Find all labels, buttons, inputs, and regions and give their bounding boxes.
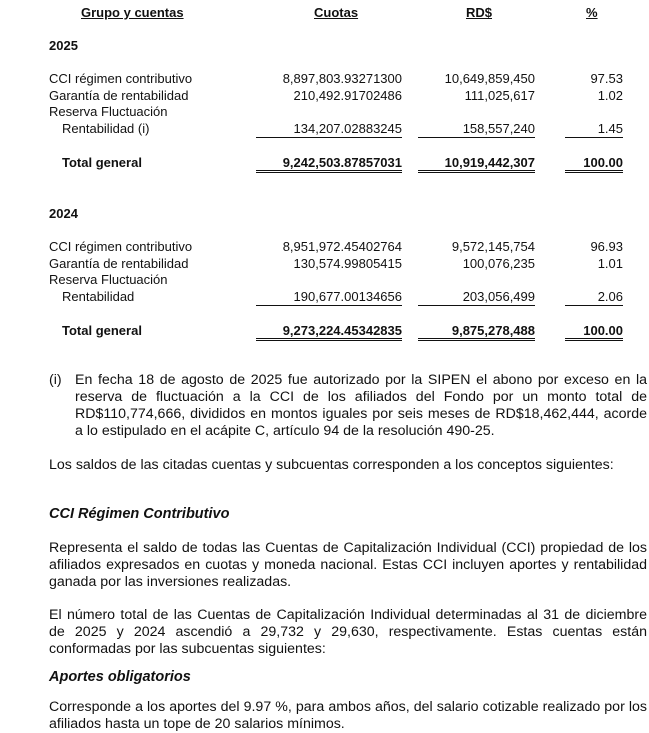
total-rd: 9,875,278,488 — [418, 323, 535, 341]
total-quotas: 9,242,503.87857031 — [256, 155, 402, 173]
row-rd: 158,557,240 — [418, 121, 535, 138]
row-quotas: 8,951,972.45402764 — [282, 239, 402, 254]
header-rd: RD$ — [466, 5, 493, 20]
row-rd: 10,649,859,450 — [444, 71, 535, 86]
row-label: Garantía de rentabilidad — [49, 88, 189, 103]
header-pct: % — [586, 5, 598, 20]
row-label: Reserva Fluctuación — [49, 272, 168, 287]
aportes-paragraph: Corresponde a los aportes del 9.97 %, para ambos años, del salario cotizable realizado por los afiliados hasta un tope de 20 salarios mínimos. — [49, 699, 647, 732]
row-rd: 100,076,235 — [462, 256, 535, 271]
total-pct: 100.00 — [565, 155, 623, 173]
row-rd: 203,056,499 — [418, 289, 535, 306]
row-quotas: 134,207.02883245 — [256, 121, 402, 138]
total-pct: 100.00 — [565, 323, 623, 341]
row-rd: 111,025,617 — [464, 88, 535, 103]
total-rd: 10,919,442,307 — [418, 155, 535, 173]
row-label: CCI régimen contributivo — [49, 239, 193, 254]
cci-heading: CCI Régimen Contributivo — [49, 506, 230, 522]
row-quotas: 210,492.91702486 — [293, 88, 402, 103]
total-label: Total general — [62, 323, 142, 338]
total-quotas: 9,273,224.45342835 — [256, 323, 402, 341]
row-quotas: 130,574.99805415 — [293, 256, 402, 271]
aportes-heading: Aportes obligatorios — [49, 669, 191, 685]
row-pct: 1.01 — [597, 256, 623, 271]
row-label: Reserva Fluctuación — [49, 104, 168, 119]
cci-paragraph-1: Representa el saldo de todas las Cuentas de Capitalización Individual (CCI) propiedad de los afiliados expresados en cuotas y moneda nacional. Estas CCI incluyen aportes y rentabilidad ganada por las inversiones realizadas. — [49, 540, 647, 590]
total-label: Total general — [62, 155, 142, 170]
row-quotas: 8,897,803.93271300 — [282, 71, 402, 86]
row-pct: 1.02 — [597, 88, 623, 103]
intro-paragraph: Los saldos de las citadas cuentas y subcuentas corresponden a los conceptos siguientes: — [49, 457, 614, 473]
note-marker: (i) — [49, 372, 62, 388]
header-quotas: Cuotas — [314, 5, 359, 20]
row-pct: 2.06 — [565, 289, 623, 306]
row-pct: 1.45 — [565, 121, 623, 138]
year-2025: 2025 — [49, 38, 78, 53]
header-group: Grupo y cuentas — [81, 5, 184, 20]
row-label: CCI régimen contributivo — [49, 71, 193, 86]
cci-paragraph-2: El número total de las Cuentas de Capitalización Individual determinadas al 31 de diciembre de 2025 y 2024 ascendió a 29,732 y 29,630, respectivamente. Estas cuentas están conformadas por las subcuentas siguientes: — [49, 607, 647, 657]
row-label: Garantía de rentabilidad — [49, 256, 189, 271]
note-text: En fecha 18 de agosto de 2025 fue autorizado por la SIPEN el abono por exceso en la reserva de fluctuación a la CCI de los afiliados del Fondo por un monto total de RD$110,774,666, divididos en montos iguales por seis meses de RD$18,462,444, acorde a lo estipulado en el acápite C, artículo 94 de la resolución 490-25. — [75, 372, 647, 439]
year-2024: 2024 — [49, 206, 78, 221]
row-pct: 96.93 — [590, 239, 623, 254]
row-label: Rentabilidad — [62, 289, 135, 304]
row-rd: 9,572,145,754 — [451, 239, 535, 254]
row-label: Rentabilidad (i) — [62, 121, 150, 136]
row-quotas: 190,677.00134656 — [256, 289, 402, 306]
row-pct: 97.53 — [590, 71, 623, 86]
